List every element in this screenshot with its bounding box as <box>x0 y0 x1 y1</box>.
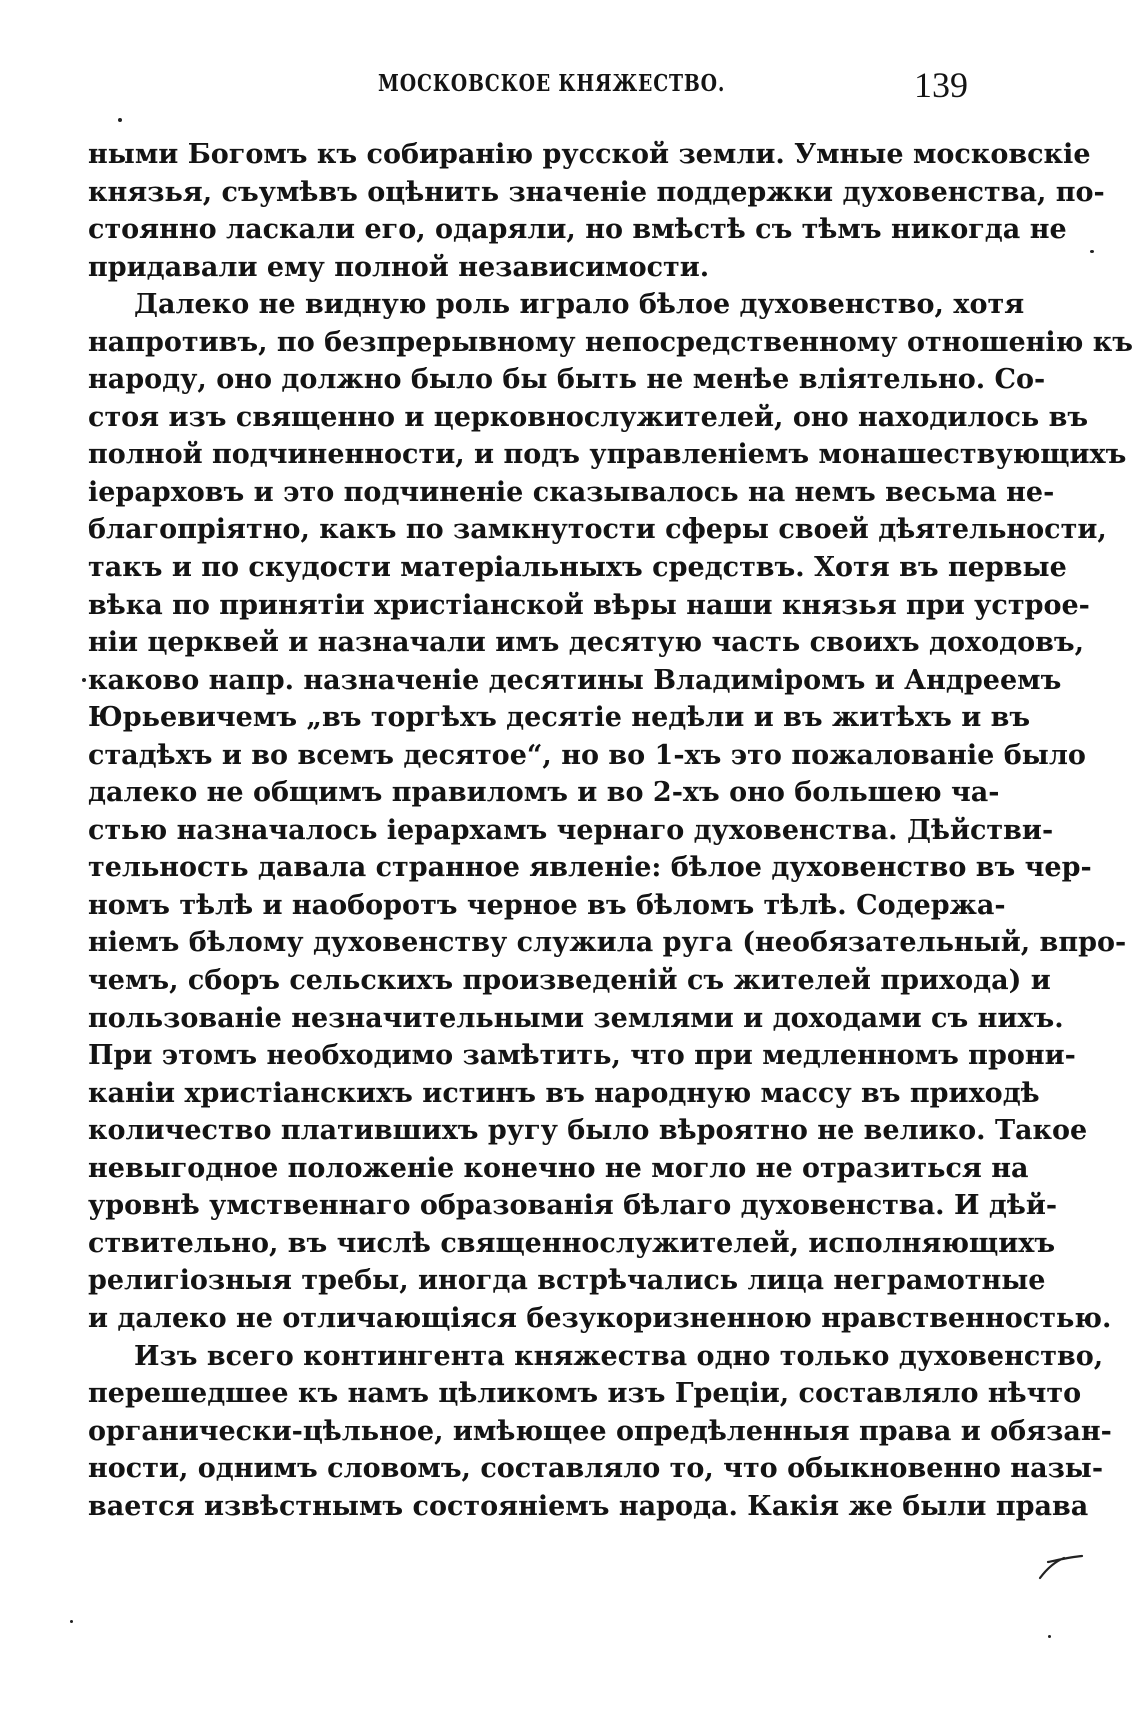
body-text <box>88 136 1133 1525</box>
text-line: іерарховъ и это подчиненіе сказывалось на немъ весьма не- <box>88 476 1055 508</box>
text-line: перешедшее къ намъ цѣликомъ изъ Греціи, составляло нѣчто <box>88 1378 1082 1410</box>
text-line: народу, оно должно было бы быть не менѣе вліятельно. Со- <box>88 364 1046 396</box>
paragraph-first-line: Далеко не видную роль играло бѣлое духовенство, хотя <box>134 289 1025 321</box>
scan-speck <box>70 1620 73 1623</box>
text-line: вается извѣстнымъ состояніемъ народа. Какія же были права <box>88 1490 1089 1522</box>
text-line: ніемъ бѣлому духовенству служила руга (необязательный, впро- <box>88 927 1127 959</box>
text-line: напротивъ, по безпрерывному непосредственному отношенію къ <box>88 326 1133 358</box>
text-line: стадѣхъ и во всемъ десятое“, но во 1-хъ это пожалованіе было <box>88 739 1086 771</box>
text-line: стоя изъ священно и церковнослужителей, оно находилось въ <box>88 401 1089 433</box>
text-line: Юрьевичемъ „въ торгѣхъ десятіе недѣли и въ житѣхъ и въ <box>88 702 1031 734</box>
text-line: князья, съумѣвъ оцѣнить значеніе поддержки духовенства, по- <box>88 176 1105 208</box>
scan-speck <box>1090 250 1094 253</box>
text-line: и далеко не отличающіяся безукоризненною нравственностью. <box>88 1302 1112 1334</box>
running-head <box>88 64 968 104</box>
text-line: количество платившихъ ругу было вѣроятно не велико. Такое <box>88 1115 1088 1147</box>
text-line: благопріятно, какъ по замкнутости сферы своей дѣятельности, <box>88 514 1107 546</box>
scan-speck <box>82 678 86 682</box>
text-line: органически-цѣльное, имѣющее опредѣленныя права и обязан- <box>88 1415 1112 1447</box>
text-line: ными Богомъ къ собиранію русской земли. Умные московскіе <box>88 139 1091 170</box>
text-line: далеко не общимъ правиломъ и во 2-хъ оно большею ча- <box>88 777 1000 809</box>
text-line: уровнѣ умственнаго образованія бѣлаго духовенства. И дѣй- <box>88 1190 1058 1222</box>
text-line: каково напр. назначеніе десятины Владиміромъ и Андреемъ <box>88 664 1062 696</box>
text-line: полной подчиненности, и подъ управленіемъ монашествующихъ <box>88 439 1127 471</box>
text-line: тельность давала странное явленіе: бѣлое духовенство въ чер- <box>88 852 1092 884</box>
text-line: чемъ, сборъ сельскихъ произведеній съ жителей прихода) и <box>88 965 1051 997</box>
text-line: стью назначалось іерархамъ чернаго духовенства. Дѣйстви- <box>88 814 1054 846</box>
text-line: ствительно, въ числѣ священнослужителей, исполняющихъ <box>88 1227 1056 1259</box>
text-line: ніи церквей и назначали имъ десятую часть своихъ доходовъ, <box>88 627 1085 659</box>
text-line: ности, однимъ словомъ, составляло то, что обыкновенно назы- <box>88 1453 1104 1485</box>
text-line: невыгодное положеніе конечно не могло не отразиться на <box>88 1152 1029 1184</box>
text-line: придавали ему полной независимости. <box>88 251 710 283</box>
running-title: МОСКОВСКОЕ КНЯЖЕСТВО. <box>378 70 726 97</box>
text-line: При этомъ необходимо замѣтить, что при медленномъ прони- <box>88 1040 1076 1072</box>
text-line: номъ тѣлѣ и наоборотъ черное въ бѣломъ тѣлѣ. Содержа- <box>88 889 1006 921</box>
scan-speck <box>118 118 122 122</box>
text-line: вѣка по принятіи христіанской вѣры наши князья при устрое- <box>88 589 1090 621</box>
text-line: религіозныя требы, иногда встрѣчались лица неграмотные <box>88 1265 1046 1297</box>
pen-mark-icon <box>1034 1548 1086 1584</box>
page-number: 139 <box>914 65 968 105</box>
text-line: пользованіе незначительными землями и доходами съ нихъ. <box>88 1002 1064 1034</box>
text-line: такъ и по скудости матеріальныхъ средствъ. Хотя въ первые <box>88 552 1067 584</box>
scan-speck <box>1048 1635 1051 1638</box>
text-line: стоянно ласкали его, одаряли, но вмѣстѣ съ тѣмъ никогда не <box>88 214 1067 246</box>
text-line: каніи христіанскихъ истинъ въ народную массу въ приходѣ <box>88 1077 1040 1109</box>
paragraph-first-line: Изъ всего контингента княжества одно только духовенство, <box>134 1340 1104 1372</box>
